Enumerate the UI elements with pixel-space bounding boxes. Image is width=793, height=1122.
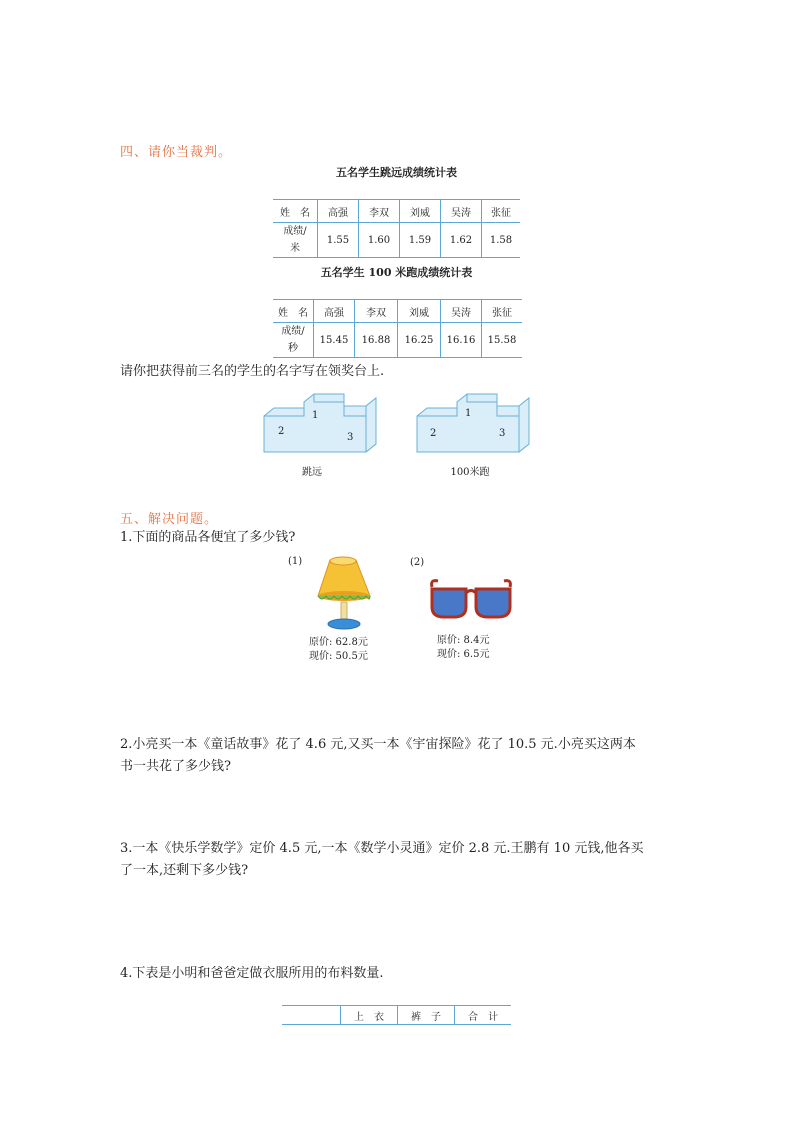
sprint-table: [273, 299, 522, 358]
name-cell: 高强: [318, 200, 359, 223]
value-cell: 16.25: [398, 323, 441, 358]
header-label: 姓 名: [273, 200, 318, 223]
header-label: 姓 名: [273, 300, 314, 323]
name-cell: 刘威: [400, 200, 441, 223]
lamp-image: [312, 556, 376, 632]
third-place-label: 3: [499, 428, 506, 439]
question-3: 3.一本《快乐学数学》定价 4.5 元,一本《数学小灵通》定价 2.8 元.王鹏有 10 元钱,他各买 了一本,还剩下多少钱?: [120, 841, 644, 878]
item-1-prices: [309, 636, 368, 664]
value-cell: 1.60: [359, 223, 400, 258]
first-place-label: 1: [312, 410, 319, 421]
podium-instruction: 请你把获得前三名的学生的名字写在领奖台上.: [120, 364, 385, 379]
value-cell: 1.58: [482, 223, 521, 258]
second-place-label: 2: [430, 428, 437, 439]
long-jump-table: [273, 199, 520, 258]
item-1-original-price: 原价: 62.8元: [309, 637, 368, 648]
table-2-title: 五名学生 100 米跑成绩统计表: [320, 266, 473, 279]
first-place-label: 1: [465, 408, 472, 419]
question-2: 2.小亮买一本《童话故事》花了 4.6 元,又买一本《宇宙探险》花了 10.5 元.小亮买这两本 书一共花了多少钱?: [120, 737, 636, 774]
fabric-header-total: 合 计: [455, 1006, 512, 1025]
second-place-label: 2: [278, 426, 285, 437]
glasses-image: [428, 577, 514, 623]
name-cell: 吴涛: [441, 300, 482, 323]
value-cell: 15.45: [314, 323, 355, 358]
question-1: 1.下面的商品各便宜了多少钱?: [120, 530, 296, 545]
row-label: 成绩/ 秒: [273, 323, 314, 358]
section-5-heading: 五、解决问题。: [120, 512, 219, 527]
fabric-header-top: 上 衣: [341, 1006, 398, 1025]
name-cell: 张征: [482, 300, 523, 323]
item-1-current-price: 现价: 50.5元: [309, 651, 368, 662]
value-cell: 16.88: [355, 323, 398, 358]
section-4-heading: 四、请你当裁判。: [120, 145, 233, 160]
fabric-header-pants: 裤 子: [398, 1006, 455, 1025]
item-2-label: (2): [410, 557, 425, 568]
fabric-header-blank: [282, 1006, 341, 1025]
name-cell: 高强: [314, 300, 355, 323]
lamp-icon: [312, 556, 376, 632]
fabric-table: [282, 1005, 511, 1025]
name-cell: 李双: [355, 300, 398, 323]
value-cell: 1.62: [441, 223, 482, 258]
value-cell: 1.59: [400, 223, 441, 258]
row-label: 成绩/ 米: [273, 223, 318, 258]
third-place-label: 3: [347, 432, 354, 443]
long-jump-podium: [262, 392, 382, 460]
table-1-title: 五名学生跳远成绩统计表: [336, 166, 457, 179]
name-cell: 张征: [482, 200, 521, 223]
question-4: 4.下表是小明和爸爸定做衣服所用的布料数量.: [120, 966, 384, 981]
name-cell: 刘威: [398, 300, 441, 323]
name-cell: 吴涛: [441, 200, 482, 223]
long-jump-caption: 跳远: [302, 467, 322, 478]
item-1-label: (1): [288, 556, 303, 567]
item-2-original-price: 原价: 8.4元: [437, 635, 490, 646]
value-cell: 15.58: [482, 323, 523, 358]
glasses-icon: [428, 577, 514, 623]
item-2-prices: [437, 634, 489, 662]
sprint-podium: [415, 392, 535, 460]
item-2-current-price: 现价: 6.5元: [437, 649, 490, 660]
name-cell: 李双: [359, 200, 400, 223]
sprint-caption: 100米跑: [450, 467, 490, 478]
value-cell: 1.55: [318, 223, 359, 258]
value-cell: 16.16: [441, 323, 482, 358]
